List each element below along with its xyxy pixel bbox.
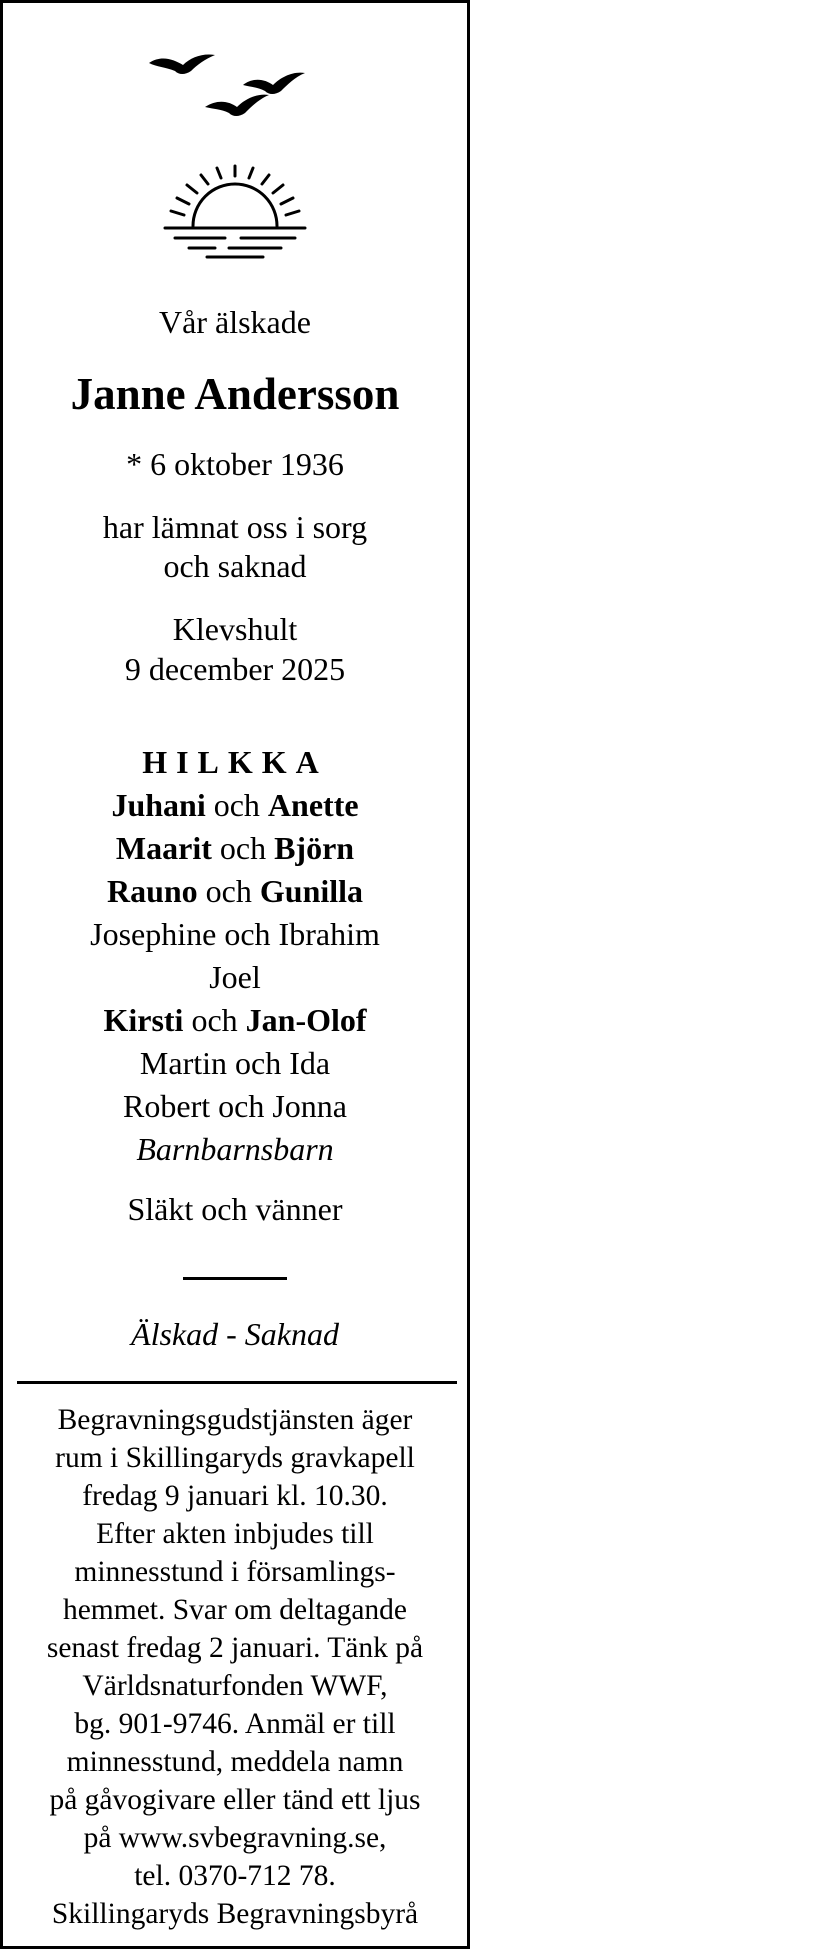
short-divider (183, 1277, 287, 1280)
mourner-name: Björn (274, 830, 355, 866)
mourner-name: Gunilla (259, 873, 364, 909)
birth-date: * 6 oktober 1936 (126, 446, 344, 482)
deceased-name: Janne Andersson (70, 369, 400, 419)
great-grandchildren: Barnbarnsbarn (136, 1131, 334, 1167)
info-line: fredag 9 januari kl. 10.30. (82, 1480, 388, 1512)
mourner-name: Kirsti (103, 1002, 184, 1038)
intro-text: Vår älskade (159, 304, 311, 340)
info-line: Världsnaturfonden WWF, (82, 1670, 388, 1702)
death-place: Klevshult (172, 611, 298, 647)
info-line: hemmet. Svar om deltagande (62, 1594, 408, 1626)
info-line: på gåvogivare eller tänd ett ljus (49, 1784, 421, 1816)
info-line: Efter akten inbjudes till (96, 1518, 374, 1550)
long-divider (17, 1381, 457, 1384)
spouse-name: HILKKA (142, 744, 328, 780)
passed-line-2: och saknad (163, 548, 307, 584)
mourner-name: Maarit (115, 830, 212, 866)
info-line: senast fredag 2 januari. Tänk på (46, 1632, 424, 1664)
conjunction: och (219, 830, 267, 866)
mourner-name: Juhani (111, 787, 206, 823)
birds-icon (135, 45, 335, 135)
mourner-line-4: Josephine och Ibrahim (90, 916, 380, 952)
info-line: på www.svbegravning.se, (83, 1822, 387, 1854)
mourner-line-7: Martin och Ida (139, 1045, 331, 1081)
info-line: rum i Skillingaryds gravkapell (55, 1442, 415, 1474)
conjunction: och (205, 873, 252, 909)
mourner-line-5: Joel (209, 959, 261, 995)
mourner-name: Jan-Olof (245, 1002, 367, 1038)
sunset-icon (155, 160, 315, 270)
death-date: 9 december 2025 (124, 651, 346, 687)
mourner-line-3 (3, 872, 467, 910)
mourner-line-1 (3, 786, 467, 824)
conjunction: och (213, 787, 260, 823)
mourner-line-6 (3, 1001, 467, 1039)
mourner-name: Anette (267, 787, 359, 823)
info-line: tel. 0370-712 78. (134, 1860, 336, 1892)
conjunction: och (191, 1002, 238, 1038)
mourner-name: Rauno (106, 873, 198, 909)
funeral-home: Skillingaryds Begravningsbyrå (51, 1898, 419, 1930)
tagline: Älskad - Saknad (131, 1316, 339, 1352)
info-line: bg. 901-9746. Anmäl er till (74, 1708, 396, 1740)
info-line: minnesstund i församlings- (74, 1556, 396, 1588)
info-line: Begravningsgudstjänsten äger (57, 1404, 413, 1436)
mourner-line-8: Robert och Jonna (123, 1088, 347, 1124)
passed-line-1: har lämnat oss i sorg (102, 509, 368, 545)
mourner-line-2 (3, 829, 467, 867)
info-line: minnesstund, meddela namn (66, 1746, 404, 1778)
relatives-line: Släkt och vänner (127, 1191, 343, 1227)
